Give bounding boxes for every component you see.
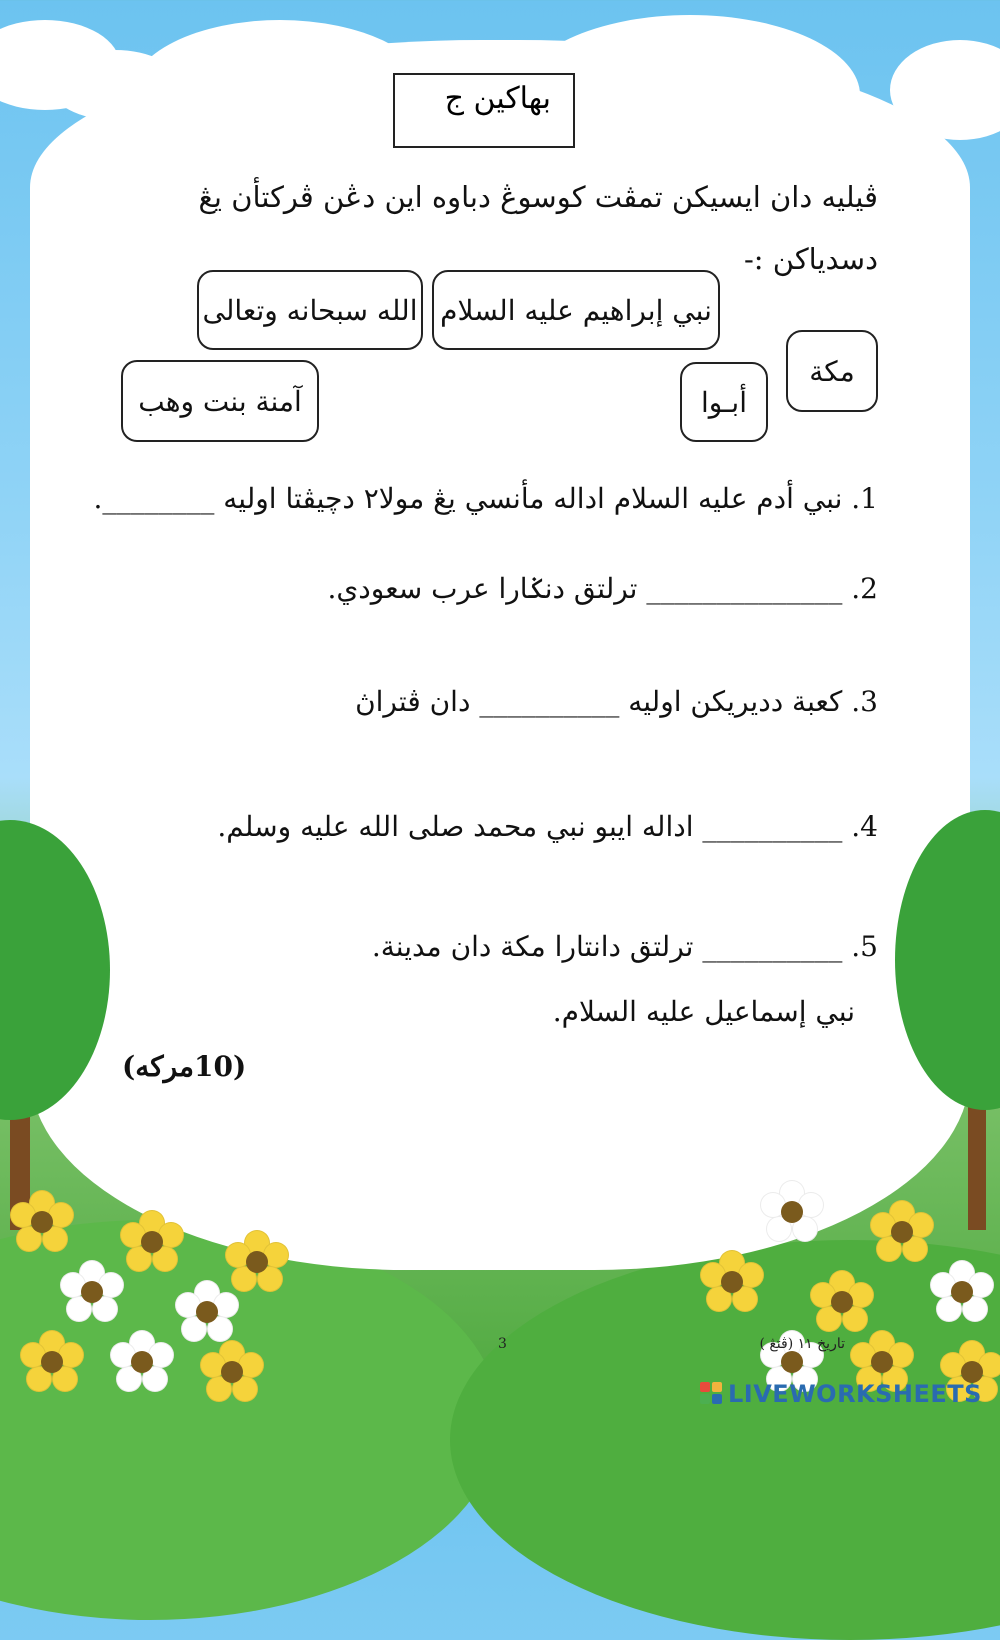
flower	[930, 1260, 994, 1324]
word-box-aminah: آمنة بنت وهب	[121, 360, 319, 442]
word-box-allah: الله سبحانه وتعالى	[197, 270, 423, 350]
instruction-line-1: ڤيليه دان ايسيکن تمڤت کوسوڠ دباوه اين دڠن ڤرکتأن يڠ	[198, 180, 878, 214]
liveworksheets-logo-icon	[700, 1382, 722, 1404]
question-1: 1. نبي أدم عليه السلام اداله مأنسي يڠ مولا٢ دچيڤتا اوليه ________.	[93, 482, 878, 515]
footer-subject: تاريخ ١١ (ڤتڠ )	[759, 1336, 845, 1352]
flower	[200, 1340, 264, 1404]
flower	[120, 1210, 184, 1274]
extra-answer: نبي إسماعيل عليه السلام.	[552, 995, 855, 1028]
word-box-ibrahim: نبي إبراهيم عليه السلام	[432, 270, 720, 350]
instruction-line-2: دسدياکن :-	[743, 242, 878, 276]
flower	[10, 1190, 74, 1254]
section-title-box	[393, 73, 575, 148]
flower	[110, 1330, 174, 1394]
page-number: 3	[498, 1336, 507, 1352]
question-3: 3. کعبة ددیریکن اوليه __________ دان ڤتراڽ	[355, 685, 878, 718]
paper-bump-1	[130, 20, 430, 170]
worksheet-paper	[30, 40, 970, 1270]
question-2: 2. ______________ ترلتق دنݢارا عرب سعودي.	[327, 572, 878, 605]
liveworksheets-watermark: LIVEWORKSHEETS	[728, 1380, 982, 1408]
question-4: 4. __________ اداله ايبو نبي محمد صلى الله عليه وسلم.	[217, 810, 878, 843]
flower	[20, 1330, 84, 1394]
flower	[810, 1270, 874, 1334]
word-box-abwa: أبـوا	[680, 362, 768, 442]
flower	[60, 1260, 124, 1324]
flower	[225, 1230, 289, 1294]
flower	[870, 1200, 934, 1264]
word-box-mecca: مكة	[786, 330, 878, 412]
flower	[760, 1180, 824, 1244]
flower	[700, 1250, 764, 1314]
marks-label: (10مرکه)	[122, 1050, 247, 1083]
question-5: 5. __________ ترلتق دانتارا مكة دان مدينة.	[371, 930, 878, 963]
section-title: بهاكين ج	[444, 81, 551, 116]
